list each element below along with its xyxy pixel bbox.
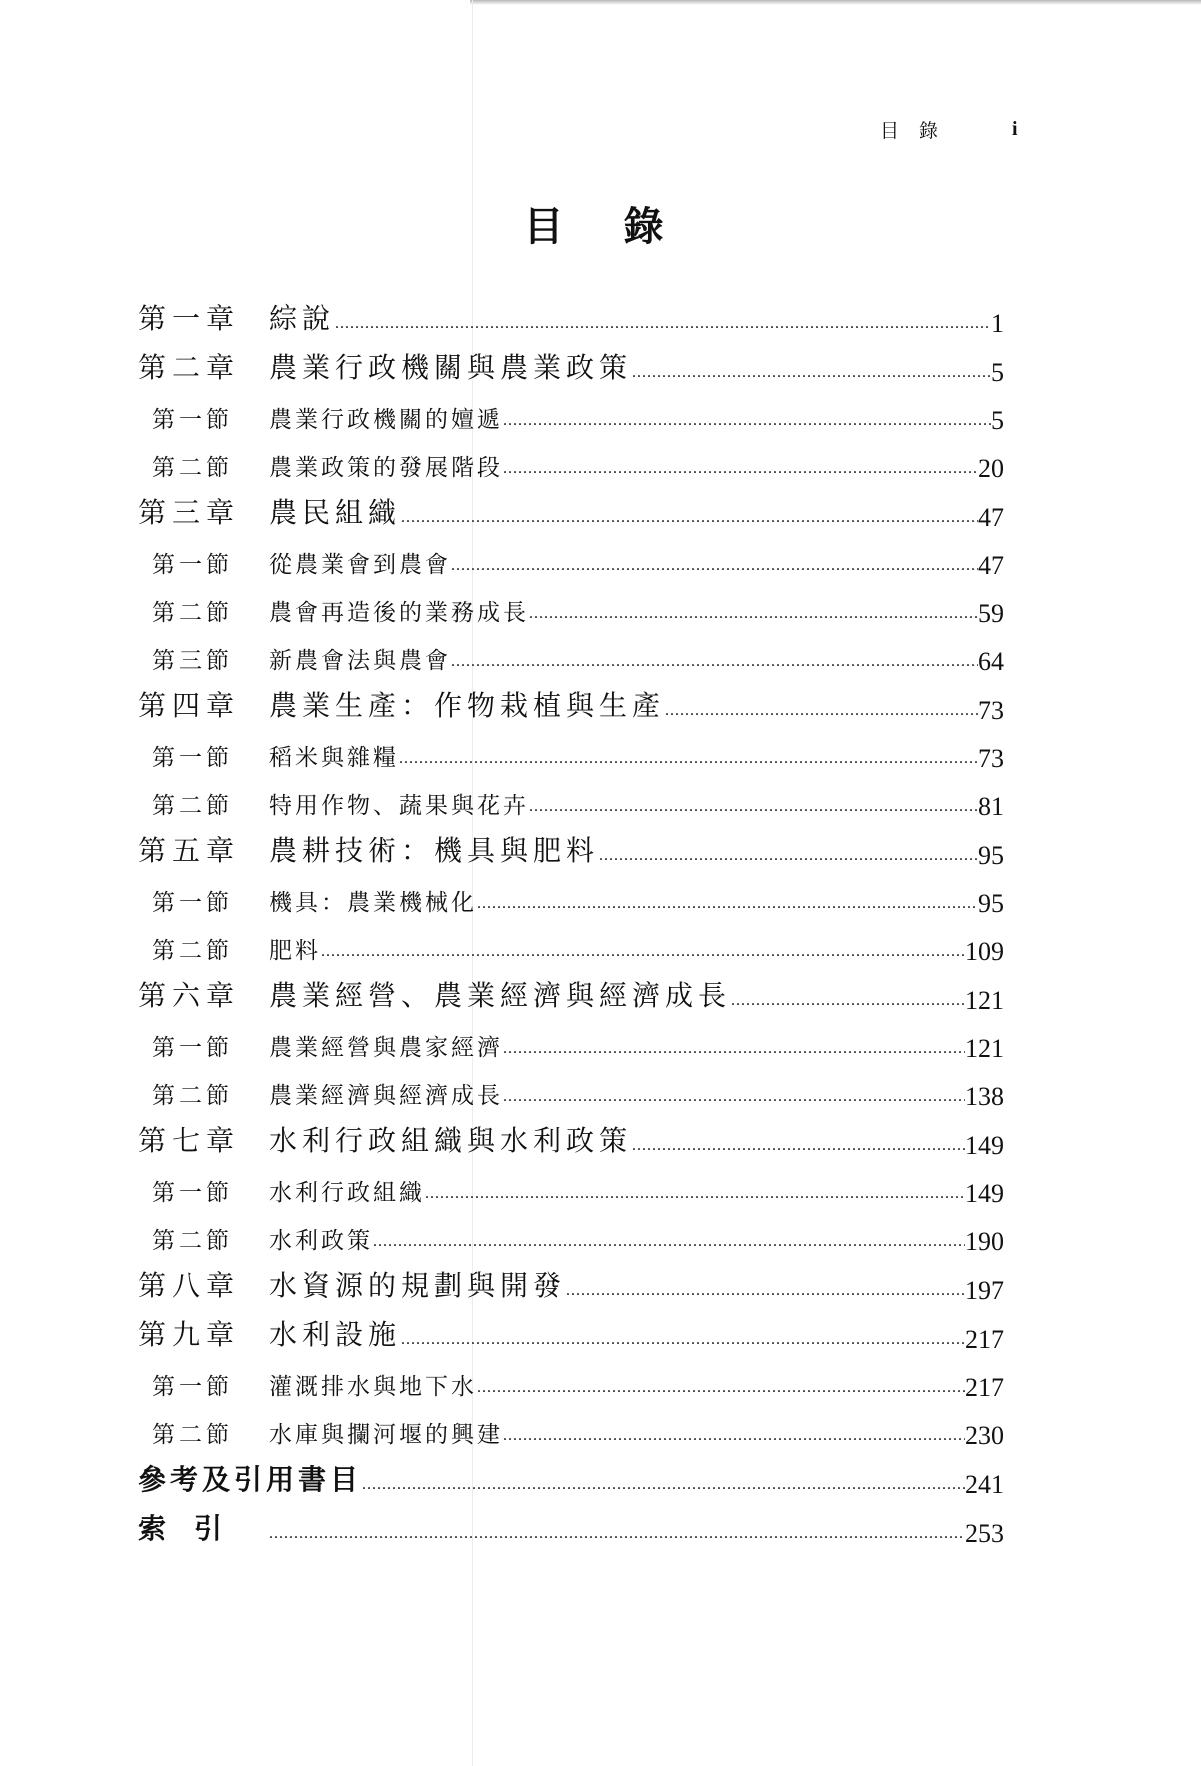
- dot-leader: [731, 993, 965, 1014]
- toc-entry-number: 第二節: [152, 793, 233, 819]
- toc-entry-title: 水資源的規劃與開發: [269, 1269, 567, 1302]
- dot-leader: [566, 1283, 965, 1304]
- dot-leader: [503, 461, 978, 482]
- toc-entry-number: 第六章: [138, 979, 241, 1012]
- toc-entry-number: 第一節: [152, 1035, 233, 1061]
- toc-entry-number: 第一節: [152, 1374, 233, 1400]
- toc-entry-number: 第一節: [152, 407, 233, 433]
- toc-entry-number: 第一節: [152, 552, 233, 578]
- toc-section-5-2[interactable]: [138, 917, 1004, 965]
- toc-section-6-2[interactable]: [138, 1062, 1004, 1110]
- toc-entry-page: 230: [965, 1421, 1004, 1450]
- toc-entry-number: 第二節: [152, 1083, 233, 1109]
- toc-entry-title: 灌溉排水與地下水: [269, 1374, 477, 1400]
- toc-entry-number: 第八章: [138, 1269, 241, 1302]
- toc-chapter-7[interactable]: [138, 1110, 1004, 1159]
- toc-entry-number: 第一節: [152, 890, 233, 916]
- toc-chapter-5[interactable]: [138, 820, 1004, 869]
- toc-entry-number: 第一節: [152, 1180, 233, 1206]
- toc-entry-title: 機具：農業機械化: [269, 890, 477, 916]
- toc-entry-number: 第二節: [152, 1422, 233, 1448]
- toc-section-7-1[interactable]: [138, 1159, 1004, 1207]
- toc-entry-number: 第五章: [138, 834, 241, 867]
- page-title: 目錄: [523, 203, 724, 250]
- dot-leader: [665, 703, 978, 724]
- toc-chapter-8[interactable]: [138, 1255, 1004, 1304]
- toc-entry-page: 95: [978, 841, 1004, 870]
- dot-leader: [632, 365, 991, 386]
- toc-entry-page: 81: [978, 792, 1004, 821]
- scan-top-edge-shadow: [470, 0, 1201, 5]
- dot-leader: [321, 944, 965, 965]
- toc-entry-page: 1: [991, 309, 1004, 338]
- dot-leader: [529, 606, 978, 627]
- toc-entry-title: 從農業會到農會: [269, 552, 451, 578]
- toc-entry-page: 73: [978, 696, 1004, 725]
- toc-entry-page: 73: [978, 744, 1004, 773]
- toc-entry-number: 第四章: [138, 689, 241, 722]
- toc-section-3-1[interactable]: [138, 531, 1004, 579]
- toc-entry-page: 109: [965, 937, 1004, 966]
- dot-leader: [362, 1477, 965, 1498]
- toc-entry-number: 第二章: [138, 351, 241, 384]
- toc-section-6-1[interactable]: [138, 1014, 1004, 1062]
- toc-entry-number: 第一節: [152, 745, 233, 771]
- toc-entry-title: 農業行政機關與農業政策: [269, 351, 633, 384]
- toc-entry-title: 農業經營、農業經濟與經濟成長: [269, 979, 732, 1012]
- dot-leader: [632, 1138, 965, 1159]
- toc-entry-number: 第九章: [138, 1318, 241, 1351]
- toc-entry-page: 253: [965, 1519, 1004, 1548]
- dot-leader: [599, 848, 978, 869]
- toc-entry-title: 農耕技術：機具與肥料: [269, 834, 600, 867]
- toc-entry-page: 20: [978, 454, 1004, 483]
- toc-entry-title: 水利行政組織與水利政策: [269, 1124, 633, 1157]
- toc-entry-page: 121: [965, 986, 1004, 1015]
- toc-entry-page: 149: [965, 1179, 1004, 1208]
- toc-chapter-3[interactable]: [138, 482, 1004, 531]
- toc-entry-page: 95: [978, 889, 1004, 918]
- toc-entry-title: 農業生產：作物栽植與生產: [269, 689, 666, 722]
- toc-entry-page: 121: [965, 1034, 1004, 1063]
- toc-section-4-1[interactable]: [138, 724, 1004, 772]
- toc-entry-title: 農業經濟與經濟成長: [269, 1083, 503, 1109]
- toc-entry-number: 第二節: [152, 600, 233, 626]
- toc-entry-page: 149: [965, 1131, 1004, 1160]
- toc-entry-page: 5: [991, 358, 1004, 387]
- toc-section-2-1[interactable]: [138, 386, 1004, 434]
- toc-entry-title: 稻米與雜糧: [269, 745, 399, 771]
- dot-leader: [529, 799, 978, 820]
- toc-entry-page: 47: [978, 503, 1004, 532]
- toc-entry-title: 新農會法與農會: [269, 648, 451, 674]
- toc-section-3-3[interactable]: [138, 627, 1004, 675]
- toc-entry-title: 特用作物、蔬果與花卉: [269, 793, 529, 819]
- dot-leader: [477, 1380, 965, 1401]
- toc-chapter-2[interactable]: [138, 337, 1004, 386]
- toc-entry-number: 第二節: [152, 1228, 233, 1254]
- toc-chapter-1[interactable]: [138, 288, 1004, 337]
- toc-bibliography[interactable]: [138, 1449, 1004, 1498]
- dot-leader: [425, 1186, 965, 1207]
- toc-entry-title: 水庫與攔河堰的興建: [269, 1422, 503, 1448]
- toc-entry-title: 農業政策的發展階段: [269, 455, 503, 481]
- toc-entry-page: 47: [978, 551, 1004, 580]
- toc-chapter-4[interactable]: [138, 675, 1004, 724]
- toc-entry-title: 水利行政組織: [269, 1180, 425, 1206]
- toc-entry-page: 59: [978, 599, 1004, 628]
- dot-leader: [503, 1089, 965, 1110]
- dot-leader: [451, 654, 978, 675]
- toc-entry-title: 參考及引用書目: [138, 1463, 363, 1496]
- dot-leader: [477, 896, 978, 917]
- toc-entry-title: 肥料: [269, 938, 321, 964]
- toc-entry-page: 5: [991, 406, 1004, 435]
- toc-section-9-2[interactable]: [138, 1401, 1004, 1449]
- dot-leader: [503, 1041, 965, 1062]
- toc-entry-number: 第一章: [138, 302, 241, 335]
- toc-section-4-2[interactable]: [138, 772, 1004, 820]
- toc-index[interactable]: [138, 1498, 1004, 1547]
- running-header-title: 目錄: [880, 119, 959, 142]
- toc-section-2-2[interactable]: [138, 434, 1004, 482]
- toc-entry-number: 第三節: [152, 648, 233, 674]
- toc-entry-number: 第二節: [152, 455, 233, 481]
- toc-chapter-9[interactable]: [138, 1304, 1004, 1353]
- toc-entry-title: 水利政策: [269, 1228, 373, 1254]
- toc-entry-page: 217: [965, 1325, 1004, 1354]
- dot-leader: [269, 1526, 965, 1547]
- toc-entry-page: 197: [965, 1276, 1004, 1305]
- dot-leader: [401, 1332, 965, 1353]
- dot-leader: [451, 558, 978, 579]
- running-header: [880, 114, 1020, 144]
- toc-entry-title: 水利設施: [269, 1318, 402, 1351]
- dot-leader: [503, 413, 991, 434]
- dot-leader: [503, 1428, 965, 1449]
- dot-leader: [335, 316, 991, 337]
- toc-entry-title: 農業行政機關的嬗遞: [269, 407, 503, 433]
- toc-section-9-1[interactable]: [138, 1353, 1004, 1401]
- toc-entry-title: 農會再造後的業務成長: [269, 600, 529, 626]
- toc-entry-title: 農民組織: [269, 496, 402, 529]
- toc-entry-page: 241: [965, 1470, 1004, 1499]
- dot-leader: [373, 1234, 965, 1255]
- toc-entry-number: 第三章: [138, 496, 241, 529]
- toc-chapter-6[interactable]: [138, 965, 1004, 1014]
- dot-leader: [401, 510, 978, 531]
- toc-entry-number: 第七章: [138, 1124, 241, 1157]
- dot-leader: [399, 751, 978, 772]
- toc-section-7-2[interactable]: [138, 1207, 1004, 1255]
- table-of-contents: [138, 288, 1004, 1547]
- toc-entry-page: 138: [965, 1082, 1004, 1111]
- toc-section-5-1[interactable]: [138, 869, 1004, 917]
- page-number: i: [1012, 117, 1018, 140]
- toc-section-3-2[interactable]: [138, 579, 1004, 627]
- toc-entry-page: 217: [965, 1373, 1004, 1402]
- toc-entry-title: 索引: [138, 1512, 251, 1545]
- toc-entry-page: 190: [965, 1227, 1004, 1256]
- toc-entry-page: 64: [978, 647, 1004, 676]
- toc-entry-number: 第二節: [152, 938, 233, 964]
- toc-entry-title: 農業經營與農家經濟: [269, 1035, 503, 1061]
- toc-entry-title: 綜說: [269, 302, 336, 335]
